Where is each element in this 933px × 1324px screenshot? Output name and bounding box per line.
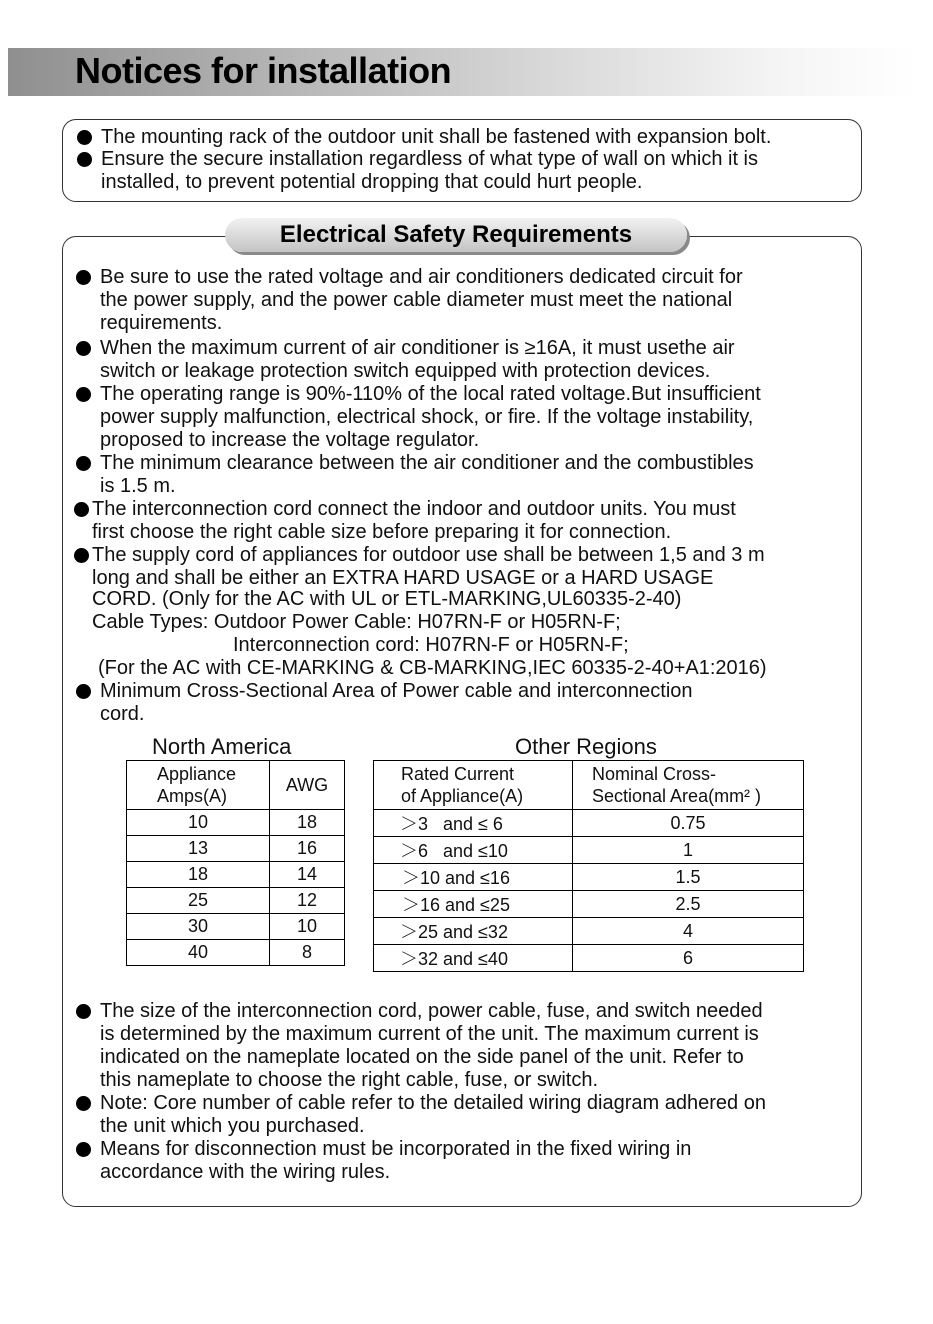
north-america-title: North America (152, 734, 292, 759)
table-row: 40 8 (127, 940, 345, 966)
table-header: Appliance Amps(A) (127, 761, 270, 810)
ce-marking-note: (For the AC with CE-MARKING & CB-MARKING,IEC 60335-2-40+A1:2016) (98, 657, 767, 679)
notice-box (62, 119, 862, 202)
table-row: ＞25 and ≤32 4 (374, 918, 804, 945)
table-row: 25 12 (127, 888, 345, 914)
list-item: The size of the interconnection cord, power cable, fuse, and switch needed is determined by the maximum current of the unit. The maximum current is indicated on the nameplate located on the side panel of the unit. Refer to this nameplate to choose the right cable, fuse, or switch. (76, 1000, 856, 1092)
bullet-icon (74, 548, 89, 563)
list-item: The supply cord of appliances for outdoor use shall be between 1,5 and 3 m long and shall be either an EXTRA HARD USAGE or a HARD USAGE (74, 544, 856, 590)
notice-item: Ensure the secure installation regardless of what type of wall on which it is installed, to prevent potential dropping that could hurt people. (77, 148, 851, 194)
bullet-icon (76, 456, 91, 471)
table-header: Nominal Cross- Sectional Area(mm² ) (573, 761, 804, 810)
min-area-item: Minimum Cross-Sectional Area of Power cable and interconnection cord. (76, 680, 856, 726)
table-header: AWG (270, 761, 345, 810)
bullet-icon (77, 130, 92, 145)
list-item: Note: Core number of cable refer to the detailed wiring diagram adhered on the unit which you purchased. (76, 1092, 856, 1138)
bullet-icon (76, 270, 91, 285)
page-title: Notices for installation (75, 50, 452, 91)
cable-types-interconnection: Interconnection cord: H07RN-F or H05RN-F; (233, 634, 629, 656)
list-item: The minimum clearance between the air conditioner and the combustibles is 1.5 m. (76, 452, 856, 498)
bullet-icon (76, 684, 91, 699)
other-regions-table (373, 760, 804, 972)
bullet-icon (76, 1142, 91, 1157)
list-item: Means for disconnection must be incorporated in the fixed wiring in accordance with the wiring rules. (76, 1138, 856, 1184)
section-heading: Electrical Safety Requirements (225, 218, 687, 252)
north-america-table (126, 760, 345, 966)
cable-types: Cable Types: Outdoor Power Cable: H07RN-F or H05RN-F; (92, 611, 621, 633)
table-row: ＞32 and ≤40 6 (374, 945, 804, 972)
bullet-icon (76, 1096, 91, 1111)
list-item: When the maximum current of air conditioner is ≥16A, it must usethe air switch or leakage protection switch equipped with protection devices. (76, 337, 856, 383)
list-item: Be sure to use the rated voltage and air conditioners dedicated circuit for the power supply, and the power cable diameter must meet the national requirements. (76, 266, 856, 335)
list-item: The operating range is 90%-110% of the local rated voltage.But insufficient power supply malfunction, electrical shock, or fire. If the voltage instability, proposed to increase the voltage regulator. (76, 383, 856, 452)
cord-note: CORD. (Only for the AC with UL or ETL-MARKING,UL60335-2-40) (92, 588, 682, 610)
table-row: 18 14 (127, 862, 345, 888)
bullet-icon (77, 152, 92, 167)
list-item: The interconnection cord connect the indoor and outdoor units. You must first choose the right cable size before preparing it for connection. (74, 498, 856, 544)
table-row: 10 18 (127, 810, 345, 836)
table-row: 13 16 (127, 836, 345, 862)
bullet-icon (74, 502, 89, 517)
table-row: ＞10 and ≤16 1.5 (374, 864, 804, 891)
bullet-icon (76, 341, 91, 356)
electrical-list (76, 266, 856, 590)
table-row: ＞6 and ≤10 1 (374, 837, 804, 864)
table-row: ＞3 and ≤ 6 0.75 (374, 810, 804, 837)
bullet-icon (76, 387, 91, 402)
bullet-icon (76, 1004, 91, 1019)
notice-item: The mounting rack of the outdoor unit shall be fastened with expansion bolt. (77, 126, 851, 149)
table-row: 30 10 (127, 914, 345, 940)
bottom-list (76, 1000, 856, 1184)
other-regions-title: Other Regions (515, 734, 657, 759)
table-row: ＞16 and ≤25 2.5 (374, 891, 804, 918)
table-header: Rated Current of Appliance(A) (374, 761, 573, 810)
